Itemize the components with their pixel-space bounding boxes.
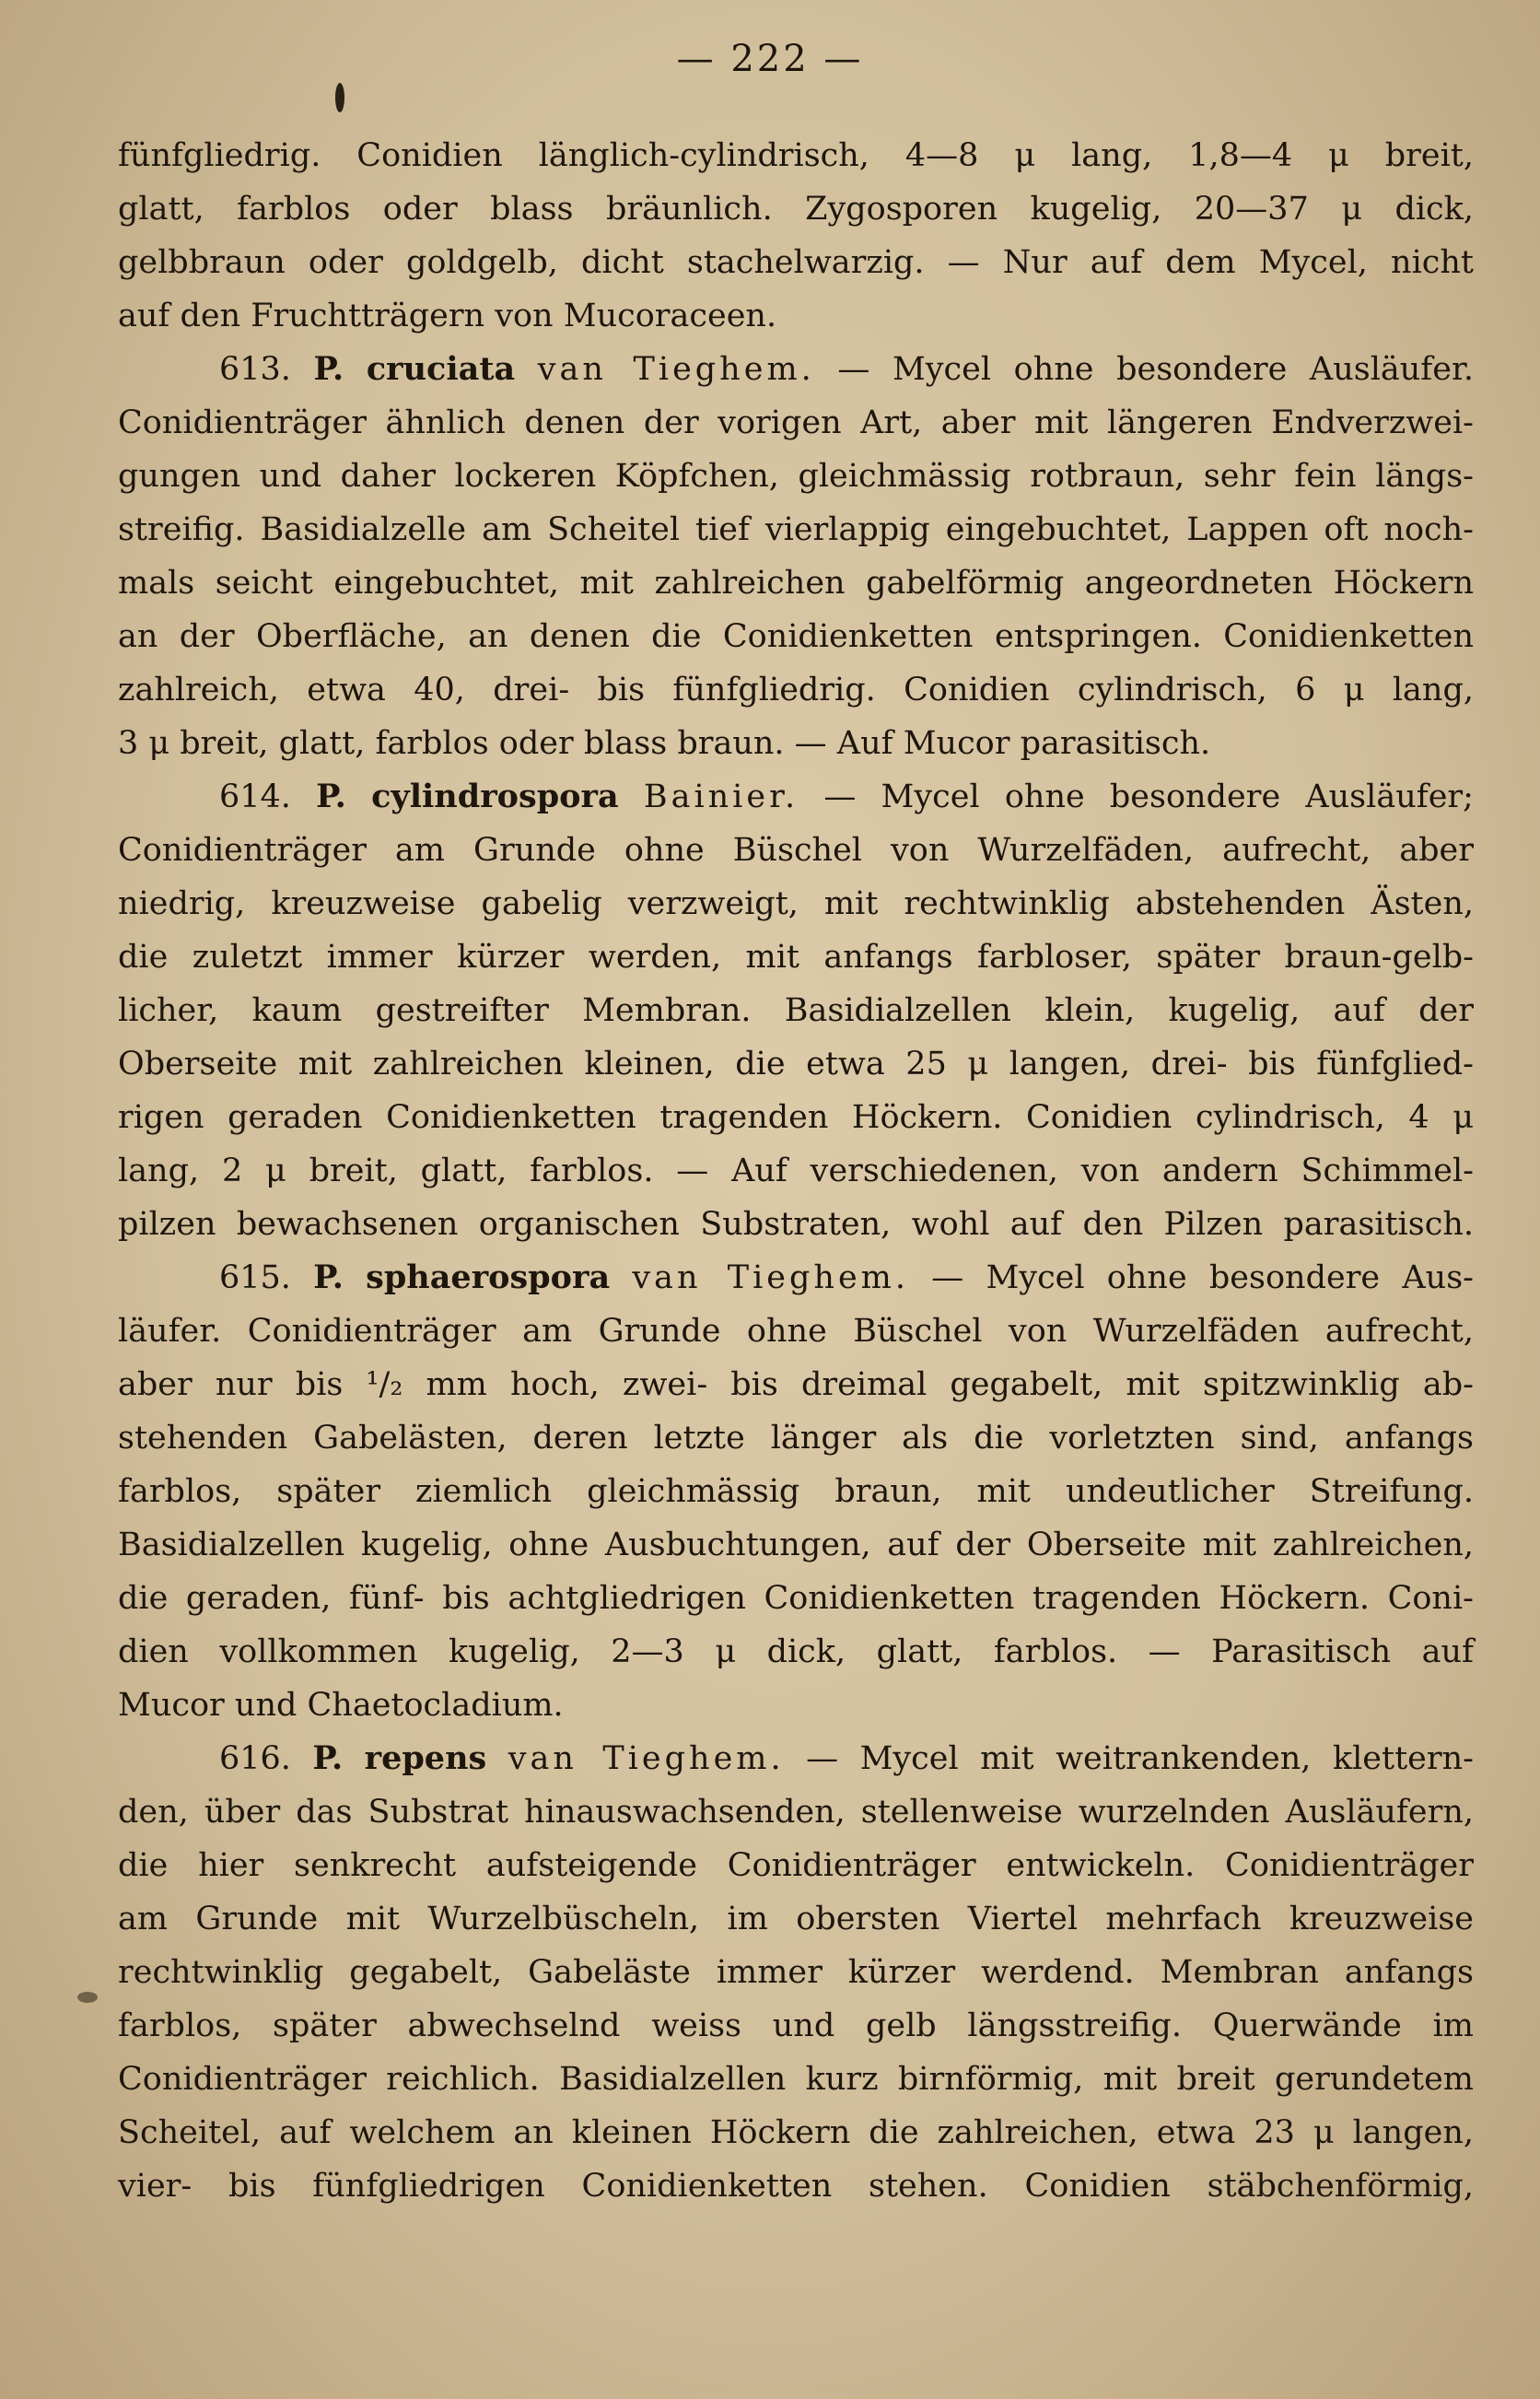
entry-author: van Tieghem.: [632, 1259, 909, 1296]
entry-author: van Tieghem.: [508, 1740, 785, 1777]
ink-blot-margin: [77, 1992, 98, 2003]
text-line: gelbbraun oder goldgelb, dicht stachelwarzig. — Nur auf dem Mycel, nicht: [118, 244, 1474, 281]
ink-blot-top: [335, 83, 344, 112]
text-line: Scheitel, auf welchem an kleinen Höckern die zahlreichen, etwa 23 μ langen,: [118, 2114, 1474, 2151]
species-entry-614: [118, 770, 1474, 1251]
text-line: licher, kaum gestreifter Membran. Basidialzellen klein, kugelig, auf der: [118, 992, 1474, 1029]
entry-number: 614.: [219, 778, 291, 815]
text-line: Conidienträger reichlich. Basidialzellen kurz birnförmig, mit breit gerundetem: [118, 2061, 1474, 2098]
entry-epithet: cruciata: [366, 350, 516, 388]
entry-author: Bainier.: [643, 778, 799, 815]
text-line: stehenden Gabelästen, deren letzte länger als die vorletzten sind, anfangs: [118, 1420, 1474, 1457]
entry-heading-line: [118, 343, 1474, 396]
text-line: an der Oberfläche, an denen die Conidienketten entspringen. Conidienketten: [118, 618, 1474, 655]
entry-genus: P.: [316, 778, 346, 815]
text-line: glatt, farblos oder blass bräunlich. Zygosporen kugelig, 20—37 μ dick,: [118, 191, 1474, 228]
text-line: mals seicht eingebuchtet, mit zahlreichen gabelförmig angeordneten Höckern: [118, 565, 1474, 602]
text-line: am Grunde mit Wurzelbüscheln, im obersten Viertel mehrfach kreuzweise: [118, 1901, 1474, 1937]
text-line: rechtwinklig gegabelt, Gabeläste immer kürzer werdend. Membran anfangs: [118, 1954, 1474, 1991]
text-line: Oberseite mit zahlreichen kleinen, die etwa 25 μ langen, drei- bis fünfglied-: [118, 1046, 1474, 1082]
text-line: gungen und daher lockeren Köpfchen, gleichmässig rotbraun, sehr fein längs-: [118, 458, 1474, 495]
text-line: läufer. Conidienträger am Grunde ohne Büschel von Wurzelfäden aufrecht,: [118, 1313, 1474, 1350]
text-line: pilzen bewachsenen organischen Substraten, wohl auf den Pilzen parasitisch.: [118, 1206, 1474, 1243]
text-line: fünfgliedrig. Conidien länglich-cylindrisch, 4—8 μ lang, 1,8—4 μ breit,: [118, 137, 1474, 174]
text-line: Conidienträger am Grunde ohne Büschel von Wurzelfäden, aufrecht, aber: [118, 832, 1474, 869]
entry-heading-line: [118, 770, 1474, 824]
text-line: die hier senkrecht aufsteigende Conidienträger entwickeln. Conidienträger: [118, 1847, 1474, 1884]
entry-heading-line: [118, 1732, 1474, 1785]
entry-first-line-rest: — Mycel ohne besondere Ausläufer.: [837, 351, 1474, 388]
entry-first-line-rest: — Mycel ohne besondere Ausläufer;: [823, 778, 1474, 815]
entry-epithet: repens: [364, 1739, 487, 1777]
entry-first-line-rest: — Mycel mit weitrankenden, klettern-: [806, 1740, 1474, 1777]
page-number: — 222 —: [676, 38, 864, 80]
entry-epithet: cylindrospora: [371, 778, 619, 815]
page-text: [118, 129, 1474, 2213]
text-line: farblos, später abwechselnd weiss und gelb längsstreifig. Querwände im: [118, 2007, 1474, 2044]
entry-genus: P.: [313, 1258, 344, 1296]
species-entry-616: [118, 1732, 1474, 2213]
entry-number: 613.: [219, 351, 291, 388]
entry-author: van Tieghem.: [537, 351, 815, 388]
entry-epithet: sphaerospora: [366, 1258, 611, 1296]
intro-paragraph: [118, 129, 1474, 343]
text-line: vier- bis fünfgliedrigen Conidienketten stehen. Conidien stäbchenförmig,: [118, 2168, 1474, 2205]
entry-genus: P.: [312, 1739, 344, 1777]
entry-heading-line: [118, 1251, 1474, 1305]
text-line: auf den Fruchtträgern von Mucoraceen.: [118, 298, 777, 334]
text-line: die geraden, fünf- bis achtgliedrigen Conidienketten tragenden Höckern. Coni-: [118, 1580, 1474, 1617]
text-line: farblos, später ziemlich gleichmässig braun, mit undeutlicher Streifung.: [118, 1473, 1474, 1510]
entry-genus: P.: [313, 350, 344, 388]
text-line: streifig. Basidialzelle am Scheitel tief vierlappig eingebuchtet, Lappen oft noch-: [118, 511, 1474, 548]
species-entry-615: [118, 1251, 1474, 1732]
text-line: den, über das Substrat hinauswachsenden, stellenweise wurzelnden Ausläufern,: [118, 1794, 1474, 1831]
text-line: Conidienträger ähnlich denen der vorigen Art, aber mit längeren Endverzwei-: [118, 404, 1474, 441]
text-line: Basidialzellen kugelig, ohne Ausbuchtungen, auf der Oberseite mit zahlreichen,: [118, 1527, 1474, 1563]
text-line: lang, 2 μ breit, glatt, farblos. — Auf verschiedenen, von andern Schimmel-: [118, 1153, 1474, 1189]
text-line: Mucor und Chaetocladium.: [118, 1687, 564, 1724]
text-line: aber nur bis ¹/₂ mm hoch, zwei- bis dreimal gegabelt, mit spitzwinklig ab-: [118, 1366, 1474, 1403]
text-line: dien vollkommen kugelig, 2—3 μ dick, glatt, farblos. — Parasitisch auf: [118, 1633, 1474, 1670]
entry-number: 615.: [219, 1259, 291, 1296]
text-line: 3 μ breit, glatt, farblos oder blass braun. — Auf Mucor parasitisch.: [118, 725, 1211, 762]
species-entry-613: [118, 343, 1474, 770]
text-line: die zuletzt immer kürzer werden, mit anfangs farbloser, später braun-gelb-: [118, 939, 1474, 976]
entry-first-line-rest: — Mycel ohne besondere Aus-: [931, 1259, 1474, 1296]
text-line: rigen geraden Conidienketten tragenden Höckern. Conidien cylindrisch, 4 μ: [118, 1099, 1474, 1136]
entry-number: 616.: [219, 1740, 291, 1777]
text-line: zahlreich, etwa 40, drei- bis fünfgliedrig. Conidien cylindrisch, 6 μ lang,: [118, 672, 1474, 708]
text-line: niedrig, kreuzweise gabelig verzweigt, mit rechtwinklig abstehenden Ästen,: [118, 885, 1474, 922]
